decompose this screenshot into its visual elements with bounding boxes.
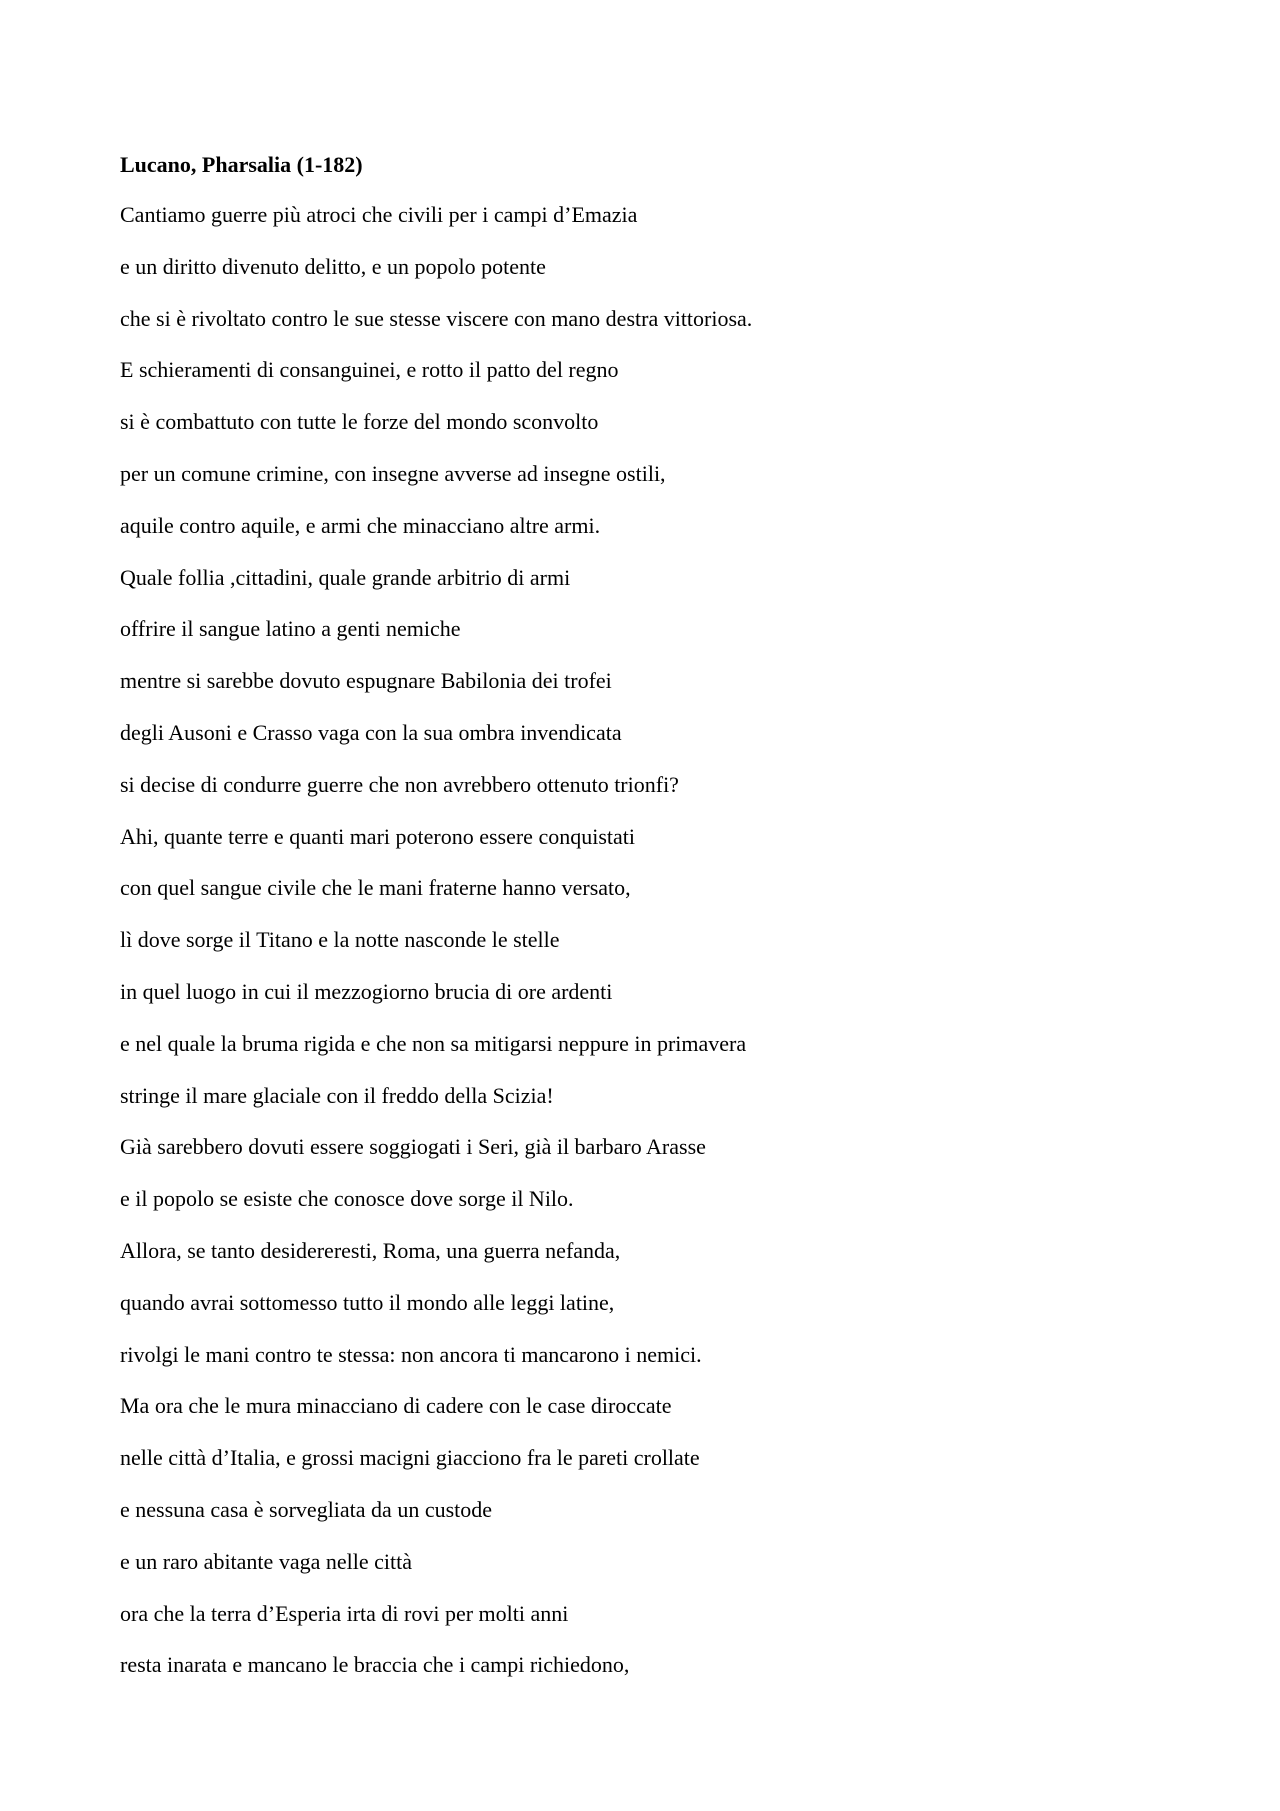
- verse-line: Già sarebbero dovuti essere soggiogati i Seri, già il barbaro Arasse: [120, 1134, 706, 1160]
- verse-line: rivolgi le mani contro te stessa: non ancora ti mancarono i nemici.: [120, 1341, 702, 1367]
- verse-line: e nel quale la bruma rigida e che non sa mitigarsi neppure in primavera: [120, 1030, 747, 1056]
- document-title: Lucano, Pharsalia (1-182): [120, 152, 363, 177]
- verse-line: in quel luogo in cui il mezzogiorno brucia di ore ardenti: [120, 978, 613, 1004]
- verse-line: e un diritto divenuto delitto, e un popolo potente: [120, 253, 546, 279]
- verse-line: aquile contro aquile, e armi che minacciano altre armi.: [120, 512, 601, 538]
- verse-line: stringe il mare glaciale con il freddo della Scizia!: [120, 1082, 554, 1108]
- verse-line: degli Ausoni e Crasso vaga con la sua ombra invendicata: [120, 719, 622, 745]
- verse-line: quando avrai sottomesso tutto il mondo alle leggi latine,: [120, 1289, 615, 1315]
- verse-line: per un comune crimine, con insegne avverse ad insegne ostili,: [120, 460, 666, 486]
- verse-line: lì dove sorge il Titano e la notte nasconde le stelle: [120, 927, 560, 953]
- verse-line: e nessuna casa è sorvegliata da un custode: [120, 1496, 493, 1522]
- verse-line: offrire il sangue latino a genti nemiche: [120, 616, 461, 642]
- verse-line: che si è rivoltato contro le sue stesse viscere con mano destra vittoriosa.: [120, 305, 753, 331]
- verse-line: Ma ora che le mura minacciano di cadere con le case diroccate: [120, 1393, 672, 1419]
- verse-line: resta inarata e mancano le braccia che i campi richiedono,: [120, 1652, 630, 1678]
- verse-line: e un raro abitante vaga nelle città: [120, 1548, 412, 1574]
- verse-line: si è combattuto con tutte le forze del mondo sconvolto: [120, 409, 599, 435]
- verse-line: mentre si sarebbe dovuto espugnare Babilonia dei trofei: [120, 668, 612, 694]
- verse-line: Allora, se tanto desidereresti, Roma, una guerra nefanda,: [120, 1237, 621, 1263]
- verse-line: ora che la terra d’Esperia irta di rovi per molti anni: [120, 1600, 569, 1626]
- verse-list: [120, 201, 752, 1703]
- verse-line: Ahi, quante terre e quanti mari poterono essere conquistati: [120, 823, 635, 849]
- verse-line: E schieramenti di consanguinei, e rotto il patto del regno: [120, 357, 619, 383]
- verse-line: Cantiamo guerre più atroci che civili per i campi d’Emazia: [120, 202, 638, 227]
- verse-line: nelle città d’Italia, e grossi macigni giacciono fra le pareti crollate: [120, 1445, 700, 1471]
- verse-line: Quale follia ,cittadini, quale grande arbitrio di armi: [120, 564, 571, 590]
- verse-line: si decise di condurre guerre che non avrebbero ottenuto trionfi?: [120, 771, 679, 797]
- verse-line: con quel sangue civile che le mani fraterne hanno versato,: [120, 875, 631, 901]
- verse-line: e il popolo se esiste che conosce dove sorge il Nilo.: [120, 1186, 574, 1212]
